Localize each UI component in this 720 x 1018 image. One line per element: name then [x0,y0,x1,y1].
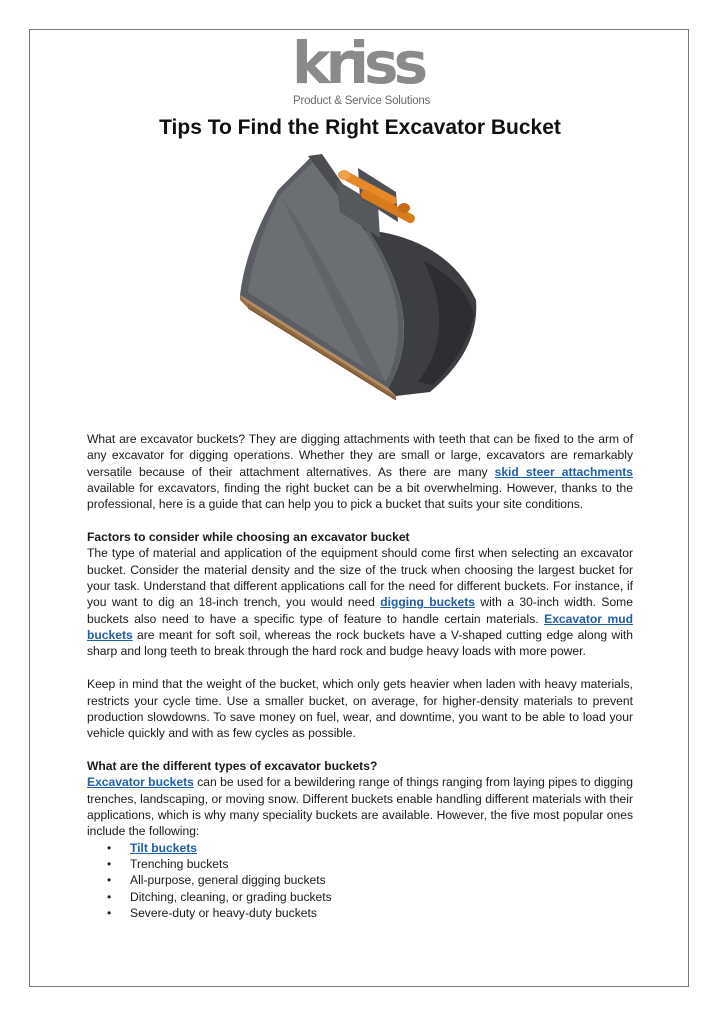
types-text: can be used for a bewildering range of things ranging from laying pipes to digging trenches, landscaping, or moving snow. Different buckets enable handling different materials with their applications, which is why many speciality buckets are available. However, the five most popular ones include the following: [87,775,633,839]
factors-text-3: are meant for soft soil, whereas the rock buckets have a V-shaped cutting edge along with sharp and long teeth to break through the hard rock and budge heavy loads with more power. [87,628,633,659]
section-heading-factors: Factors to consider while choosing an excavator bucket [87,530,410,545]
list-item: • All-purpose, general digging buckets [130,872,633,888]
intro-paragraph [87,431,633,513]
weight-paragraph: Keep in mind that the weight of the bucket, which only gets heavier when laden with heavy materials, restricts your cycle time. Use a smaller bucket, on average, for higher-density materials to prevent production slowdowns. To save money on fuel, wear, and downtime, you want to be able to load your vehicle quickly and with as few cycles as possible. [87,677,633,741]
bucket-types-list [87,840,633,922]
kriss-logo [292,29,432,110]
article-body [87,431,633,921]
list-item [130,840,633,856]
excavator-bucket-icon [218,150,498,400]
section-heading-types: What are the different types of excavator buckets? [87,758,378,773]
tilt-buckets-link[interactable]: Tilt buckets [130,840,197,855]
factors-text-1: The type of material and application of the equipment should come first when selecting an excavator bucket. Consider the material density and the size of the truck when choosing the largest bucket for your task. Understand that different applications call for the need for different buckets. For instance, if you want to dig an 18-inch trench, you would need [87,546,633,610]
skid-steer-attachments-link[interactable]: skid steer attachments [494,464,633,479]
logo-tagline: Product & Service Solutions [293,95,431,107]
list-item: • Ditching, cleaning, or grading buckets [130,889,633,905]
digging-buckets-link[interactable]: digging buckets [380,595,475,610]
list-item: • Trenching buckets [130,856,633,872]
factors-paragraph [87,545,633,659]
logo-wordmark: kriss [292,29,424,97]
intro-text-1: What are excavator buckets? They are digging attachments with teeth that can be fixed to the arm of any excavator for digging operations. Whether they are small or large, excavators are remarkably versatile because of their attachment alternatives. As there are many [87,432,633,479]
list-item: • Severe-duty or heavy-duty buckets [130,905,633,921]
excavator-buckets-link[interactable]: Excavator buckets [87,775,194,790]
intro-text-2: available for excavators, finding the right bucket can be a bit overwhelming. However, thanks to the professional, here is a guide that can help you to pick a bucket that suits your site conditions. [87,481,633,512]
types-paragraph [87,774,633,839]
page-title: Tips To Find the Right Excavator Bucket [159,116,561,139]
excavator-mud-buckets-link[interactable]: Excavator mud buckets [87,611,633,643]
factors-text-2: with a 30-inch width. Some buckets also need to have a specific type of feature to handle certain materials. [87,595,633,626]
